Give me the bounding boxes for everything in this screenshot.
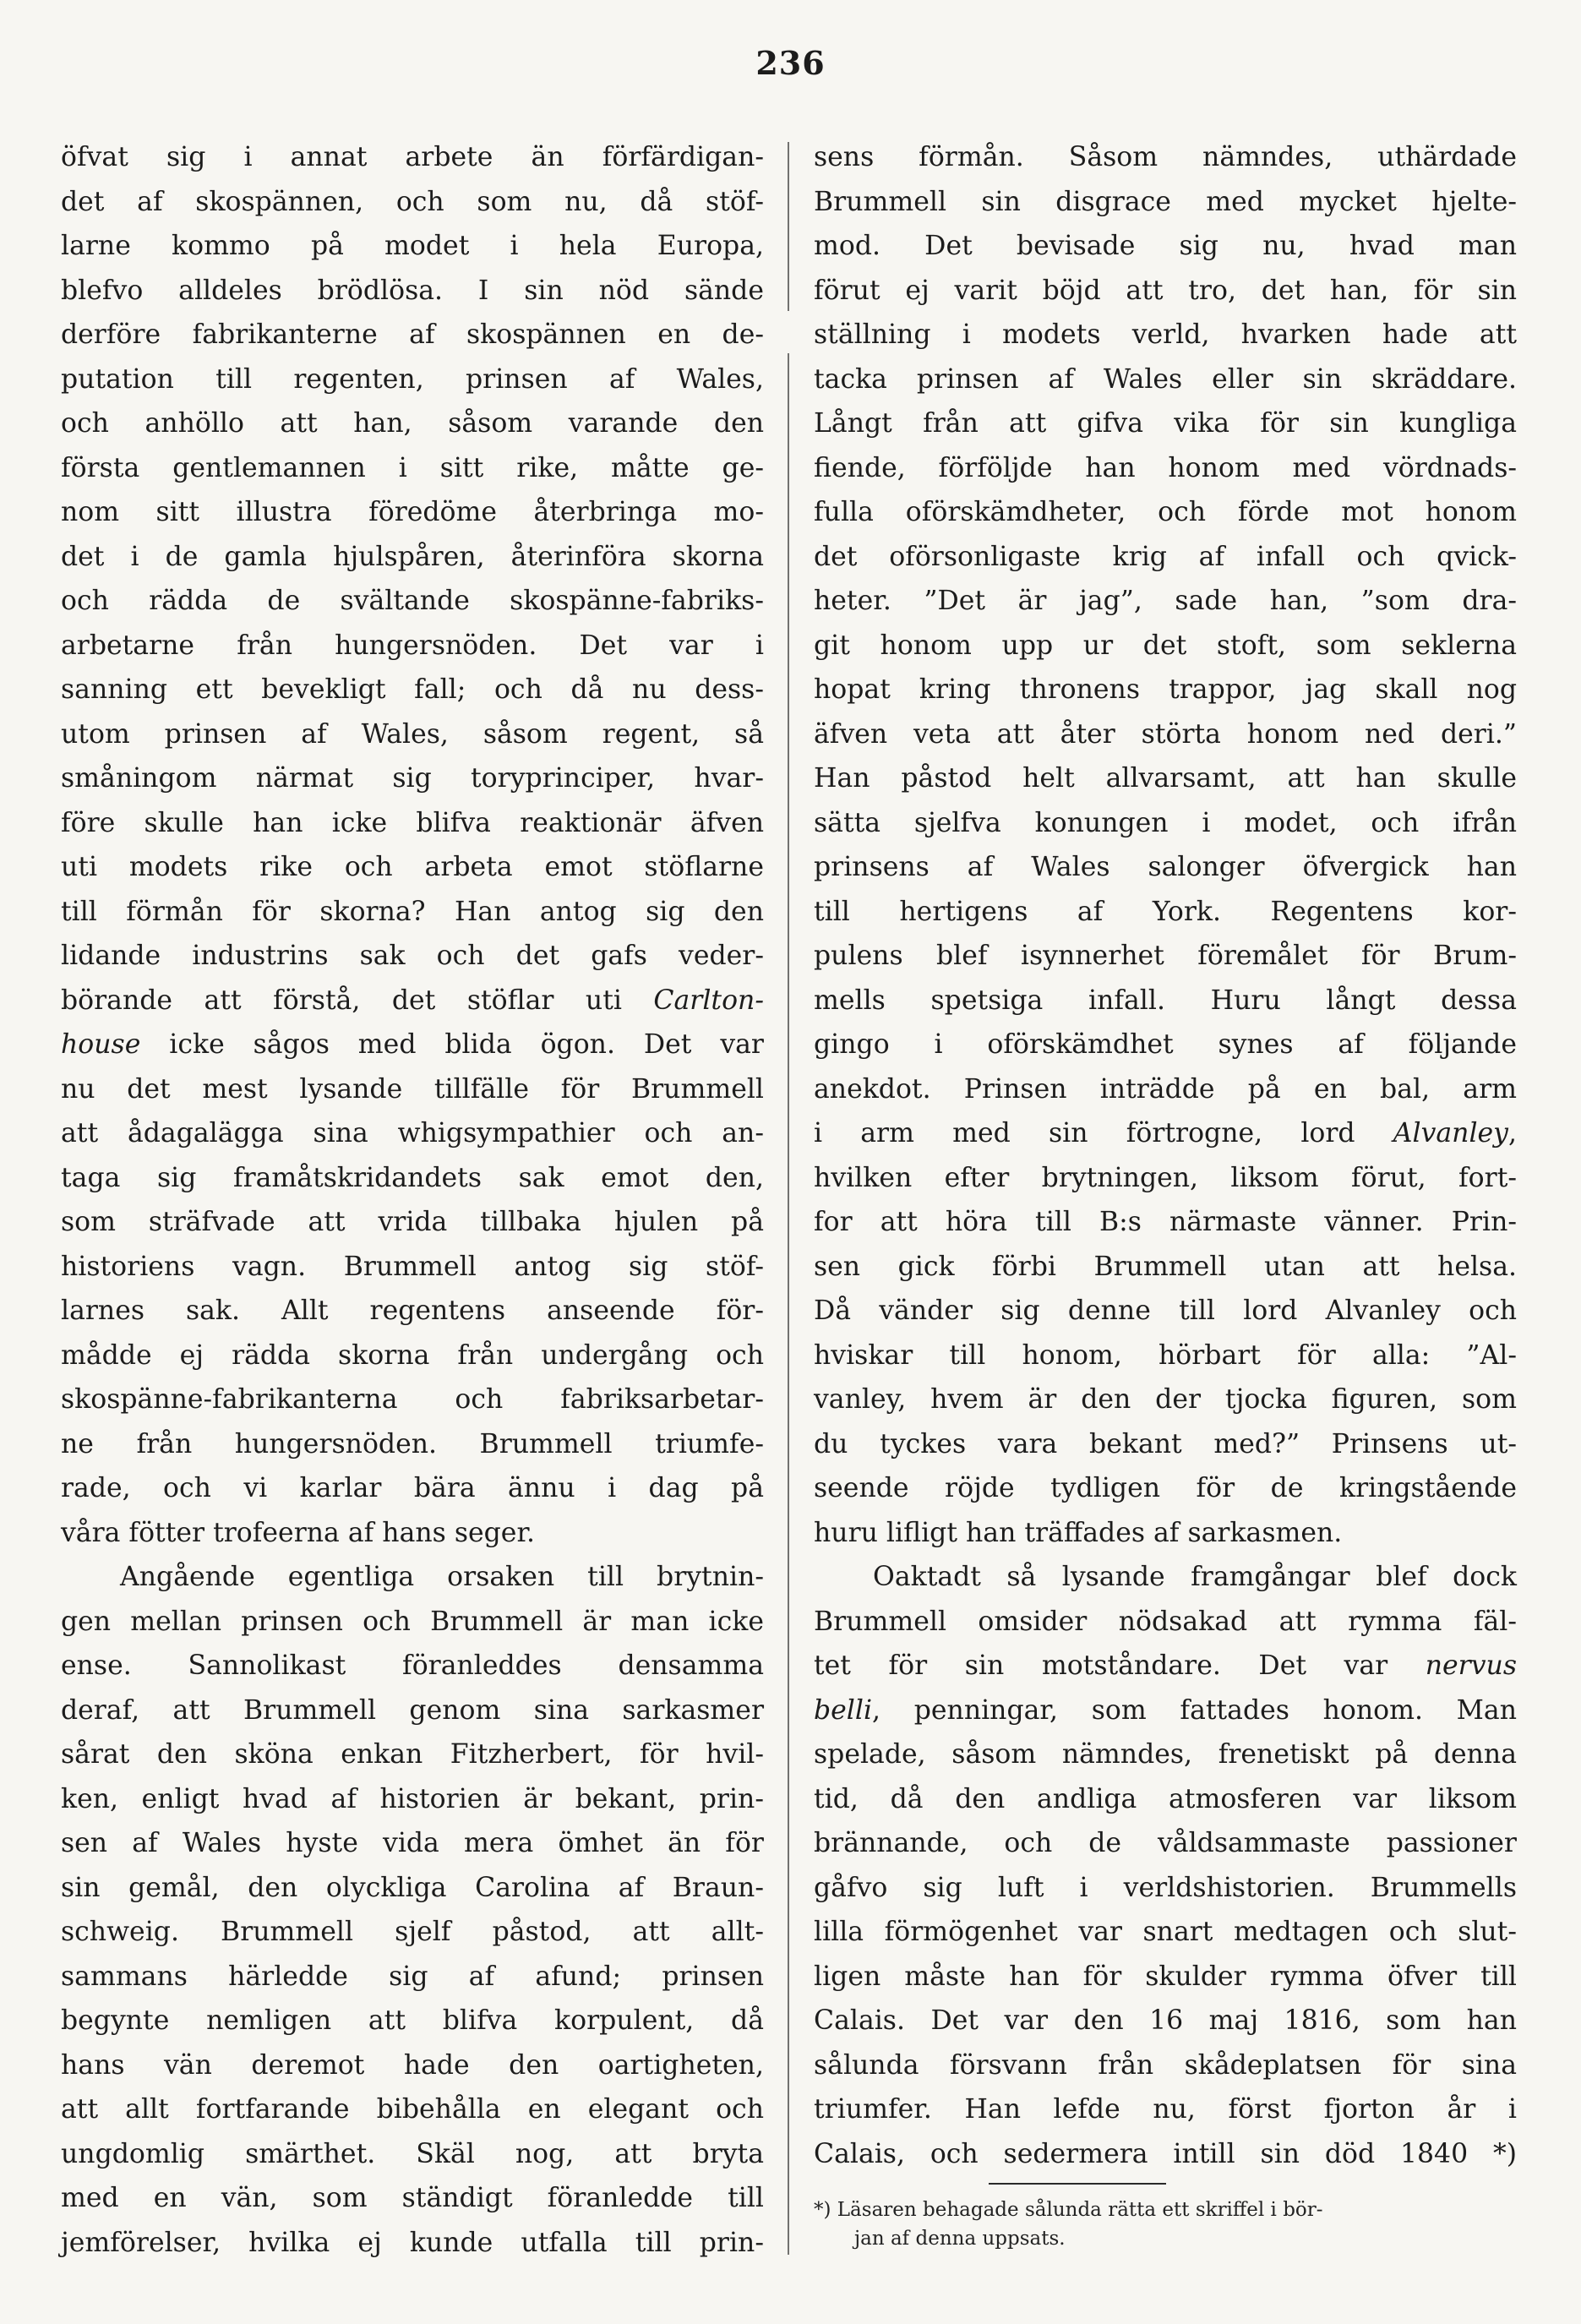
text-line: förut ej varit böjd att tro, det han, för sin (814, 275, 1517, 306)
text-line: äfven veta att åter störta honom ned deri.” (814, 718, 1517, 750)
text-line: brännande, och de våldsammaste passioner (814, 1828, 1517, 1858)
text-line: och rädda de svältande skospänne-fabriks- (61, 586, 764, 616)
text-line: gåfvo sig luft i verldshistorien. Brummells (814, 1872, 1517, 1903)
page-number: 236 (755, 44, 826, 82)
text-line: mådde ej rädda skorna från undergång och (61, 1339, 764, 1371)
text-line: hans vän deremot hade den oartigheten, (61, 2049, 764, 2081)
text-line: före skulle han icke blifva reaktionär äfven (61, 807, 764, 838)
italic-belli: belli (814, 1694, 873, 1726)
text-line: ense. Sannolikast föranleddes densamma (61, 1650, 764, 1681)
column-divider (788, 142, 789, 2255)
text-line-carlton (61, 979, 764, 1023)
text-line: heter. ”Det är jag”, sade han, ”som dra- (814, 586, 1517, 616)
text-line: uti modets rike och arbeta emot stöflarne (61, 852, 764, 882)
text-line: larne kommo på modet i hela Europa, (61, 231, 764, 261)
text-line: deraf, att Brummell genom sina sarkasmer (61, 1694, 764, 1726)
text-line: Calais, och sedermera intill sin död 1840 *) (814, 2138, 1517, 2169)
text-line: skospänne-fabrikanterna och fabriksarbetar- (61, 1384, 764, 1415)
text-line: Brummell sin disgrace med mycket hjelte- (814, 186, 1517, 217)
text-line-nervus (814, 1644, 1517, 1688)
text-line: hvilken efter brytningen, liksom förut, fort- (814, 1162, 1517, 1193)
text-line: småningom närmat sig toryprinciper, hvar- (61, 763, 764, 794)
text-line: begynte nemligen att blifva korpulent, då (61, 2005, 764, 2036)
text-line: vanley, hvem är den der tjocka figuren, som (814, 1384, 1517, 1415)
text-line: lidande industrins sak och det gafs veder- (61, 941, 764, 971)
text-line: Angående egentliga orsaken till brytnin- (120, 1562, 764, 1592)
text-line: anekdot. Prinsen inträdde på en bal, arm (814, 1073, 1517, 1105)
text-line: våra fötter trofeerna af hans seger. (61, 1517, 536, 1548)
text-line: sårat den sköna enkan Fitzherbert, för hvil- (61, 1739, 764, 1770)
text-line: huru lifligt han träffades af sarkasmen. (814, 1517, 1343, 1548)
text-line: seende röjde tydligen för de kringstående (814, 1473, 1517, 1503)
italic-alvanley: Alvanley (1393, 1118, 1508, 1148)
text-line: rade, och vi karlar bära ännu i dag på (61, 1473, 764, 1503)
text-line: nom sitt illustra föredöme återbringa mo- (61, 497, 764, 527)
text-line: larnes sak. Allt regentens anseende för- (61, 1296, 764, 1326)
text-line: for att höra till B:s närmaste vänner. Prin- (814, 1207, 1517, 1237)
italic-nervus: nervus (1425, 1650, 1517, 1681)
text-line: git honom upp ur det stoft, som seklerna (814, 630, 1517, 661)
text-line: sätta sjelfva konungen i modet, och ifrån (814, 807, 1517, 838)
text-line: ligen måste han för skulder rymma öfver till (814, 1961, 1517, 1992)
text-line: Han påstod helt allvarsamt, att han skulle (814, 763, 1517, 794)
text-line: och anhöllo att han, såsom varande den (61, 408, 764, 439)
text-line: fulla oförskämdheter, och förde mot honom (814, 497, 1517, 527)
text-line: Oaktadt så lysande framgångar blef dock (873, 1562, 1517, 1592)
text-line: putation till regenten, prinsen af Wales, (61, 363, 764, 395)
text-line: historiens vagn. Brummell antog sig stöf- (61, 1251, 764, 1282)
text-line: att ådagalägga sina whigsympathier och an- (61, 1118, 764, 1148)
text-line: ne från hungersnöden. Brummell triumfe- (61, 1428, 764, 1459)
text-line: lilla förmögenhet var snart medtagen och slut- (814, 1917, 1517, 1947)
text-line: ken, enligt hvad af historien är bekant, prin- (61, 1783, 764, 1814)
text-line: tid, då den andliga atmosferen var liksom (814, 1783, 1517, 1814)
text-line-house (61, 1023, 764, 1067)
text-line: hopat kring thronens trappor, jag skall nog (814, 674, 1517, 705)
text-line: derföre fabrikanterne af skospännen en de- (61, 319, 764, 350)
text-fragment: tet för sin motståndare. Det var (814, 1650, 1426, 1681)
italic-carlton: Carlton- (653, 985, 764, 1016)
text-line: Långt från att gifva vika för sin kungliga (814, 408, 1517, 439)
text-fragment: icke sågos med blida ögon. Det var (140, 1029, 764, 1060)
text-line: prinsens af Wales salonger öfvergick han (814, 852, 1517, 882)
text-line-belli (814, 1688, 1517, 1733)
text-line: spelade, såsom nämndes, frenetiskt på denna (814, 1739, 1517, 1770)
text-line: schweig. Brummell sjelf påstod, att allt- (61, 1917, 764, 1947)
text-line: sens förmån. Såsom nämndes, uthärdade (814, 142, 1517, 172)
text-line: sålunda försvann från skådeplatsen för sina (814, 2049, 1517, 2081)
text-fragment: börande att förstå, det stöflar uti (61, 985, 654, 1016)
text-fragment: i arm med sin förtrogne, lord (814, 1118, 1393, 1148)
text-line: pulens blef isynnerhet föremålet för Brum- (814, 941, 1517, 971)
text-line: det i de gamla hjulspåren, återinföra skorna (61, 541, 764, 572)
text-line: sin gemål, den olyckliga Carolina af Braun- (61, 1872, 764, 1903)
text-line: tacka prinsen af Wales eller sin skräddare. (814, 363, 1517, 395)
text-line: till förmån för skorna? Han antog sig den (61, 896, 764, 927)
text-fragment: , (1507, 1118, 1517, 1148)
text-line: triumfer. Han lefde nu, först fjorton år i (814, 2094, 1517, 2125)
text-line: hviskar till honom, hörbart för alla: ”Al- (814, 1339, 1517, 1371)
text-line: ungdomlig smärthet. Skäl nog, att bryta (61, 2138, 764, 2169)
text-line: taga sig framåtskridandets sak emot den, (61, 1162, 764, 1193)
text-line: att allt fortfarande bibehålla en elegant och (61, 2094, 764, 2125)
text-line: gen mellan prinsen och Brummell är man icke (61, 1606, 764, 1637)
text-line: öfvat sig i annat arbete än förfärdigan- (61, 142, 764, 172)
text-line: arbetarne från hungersnöden. Det var i (61, 630, 764, 661)
text-line: det oförsonligaste krig af infall och qvick- (814, 541, 1517, 572)
text-line: sanning ett bevekligt fall; och då nu dess- (61, 674, 764, 705)
footnote-line: jan af denna uppsats. (854, 2228, 1066, 2250)
text-line: Calais. Det var den 16 maj 1816, som han (814, 2005, 1517, 2036)
italic-house: house (61, 1029, 141, 1060)
footnote-rule (989, 2183, 1166, 2185)
text-line-alvanley (814, 1111, 1517, 1156)
text-line: gingo i oförskämdhet synes af följande (814, 1029, 1517, 1060)
left-column (61, 135, 764, 2265)
right-column (814, 135, 1517, 2176)
text-line: blefvo alldeles brödlösa. I sin nöd sände (61, 275, 764, 306)
text-line: mod. Det bevisade sig nu, hvad man (814, 231, 1517, 261)
text-line: första gentlemannen i sitt rike, måtte ge- (61, 452, 764, 483)
text-line: jemförelser, hvilka ej kunde utfalla till prin- (61, 2227, 764, 2258)
text-line: som sträfvade att vrida tillbaka hjulen på (61, 1207, 764, 1237)
text-line: Då vänder sig denne till lord Alvanley och (814, 1296, 1517, 1326)
text-line: sen af Wales hyste vida mera ömhet än för (61, 1828, 764, 1858)
text-line: ställning i modets verld, hvarken hade att (814, 319, 1517, 350)
text-line: det af skospännen, och som nu, då stöf- (61, 186, 764, 217)
text-line: nu det mest lysande tillfälle för Brummell (61, 1073, 764, 1105)
text-line: Brummell omsider nödsakad att rymma fäl- (814, 1606, 1517, 1637)
text-line: med en vän, som ständigt föranledde till (61, 2183, 764, 2213)
text-line: fiende, förföljde han honom med vördnads- (814, 452, 1517, 483)
text-line: du tyckes vara bekant med?” Prinsens ut- (814, 1428, 1517, 1459)
footnote-line: *) Läsaren behagade sålunda rätta ett skriffel i bör- (814, 2199, 1323, 2221)
footnote (814, 2196, 1517, 2253)
text-line: sammans härledde sig af afund; prinsen (61, 1961, 764, 1992)
text-line: mells spetsiga infall. Huru långt dessa (814, 985, 1517, 1016)
text-line: sen gick förbi Brummell utan att helsa. (814, 1251, 1517, 1282)
text-line: utom prinsen af Wales, såsom regent, så (61, 718, 764, 750)
text-line: till hertigens af York. Regentens kor- (814, 896, 1517, 927)
text-fragment: , penningar, som fattades honom. Man (872, 1694, 1517, 1726)
